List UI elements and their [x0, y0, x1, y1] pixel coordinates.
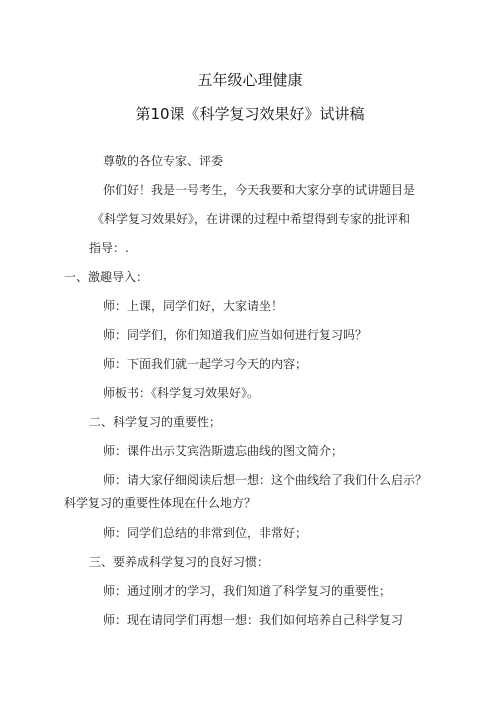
- section-heading: 二、科学复习的重要性；: [89, 415, 222, 429]
- section-heading: 三、要养成科学复习的良好习惯：: [89, 555, 270, 569]
- body-line: 师：课件出示艾宾浩斯遗忘曲线的图文简介；: [103, 444, 344, 458]
- body-line: 师：上课，同学们好，大家请坐！: [103, 299, 284, 313]
- body-line: 师：同学们，你们知道我们应当如何进行复习吗？: [103, 328, 368, 342]
- document-subtitle: 第10课《科学复习效果好》试讲稿: [135, 105, 365, 123]
- document-title: 五年级心理健康: [197, 71, 303, 89]
- body-line: 科学复习的重要性体现在什么地方？: [64, 496, 257, 510]
- section-heading: 一、激趣导入：: [64, 270, 149, 284]
- body-line: 师：请大家仔细阅读后想一想：这个曲线给了我们什么启示？: [103, 473, 428, 487]
- body-line: 师：现在请同学们再想一想：我们如何培养自己科学复习: [103, 613, 404, 627]
- body-line: 你们好！我是一号考生，今天我要和大家分享的试讲题目是: [103, 183, 416, 197]
- body-line: 师：下面我们就一起学习今天的内容；: [103, 357, 308, 371]
- body-line: 指导：.: [89, 241, 129, 255]
- salutation-line: 尊敬的各位专家、评委: [103, 154, 224, 168]
- body-line: 师：同学们总结的非常到位，非常好；: [103, 526, 308, 540]
- body-line: 《科学复习效果好》，在讲课的过程中希望得到专家的批评和: [92, 212, 411, 226]
- body-line: 师：通过刚才的学习，我们知道了科学复习的重要性；: [103, 584, 392, 598]
- body-line: 师板书：《科学复习效果好》。: [103, 386, 260, 400]
